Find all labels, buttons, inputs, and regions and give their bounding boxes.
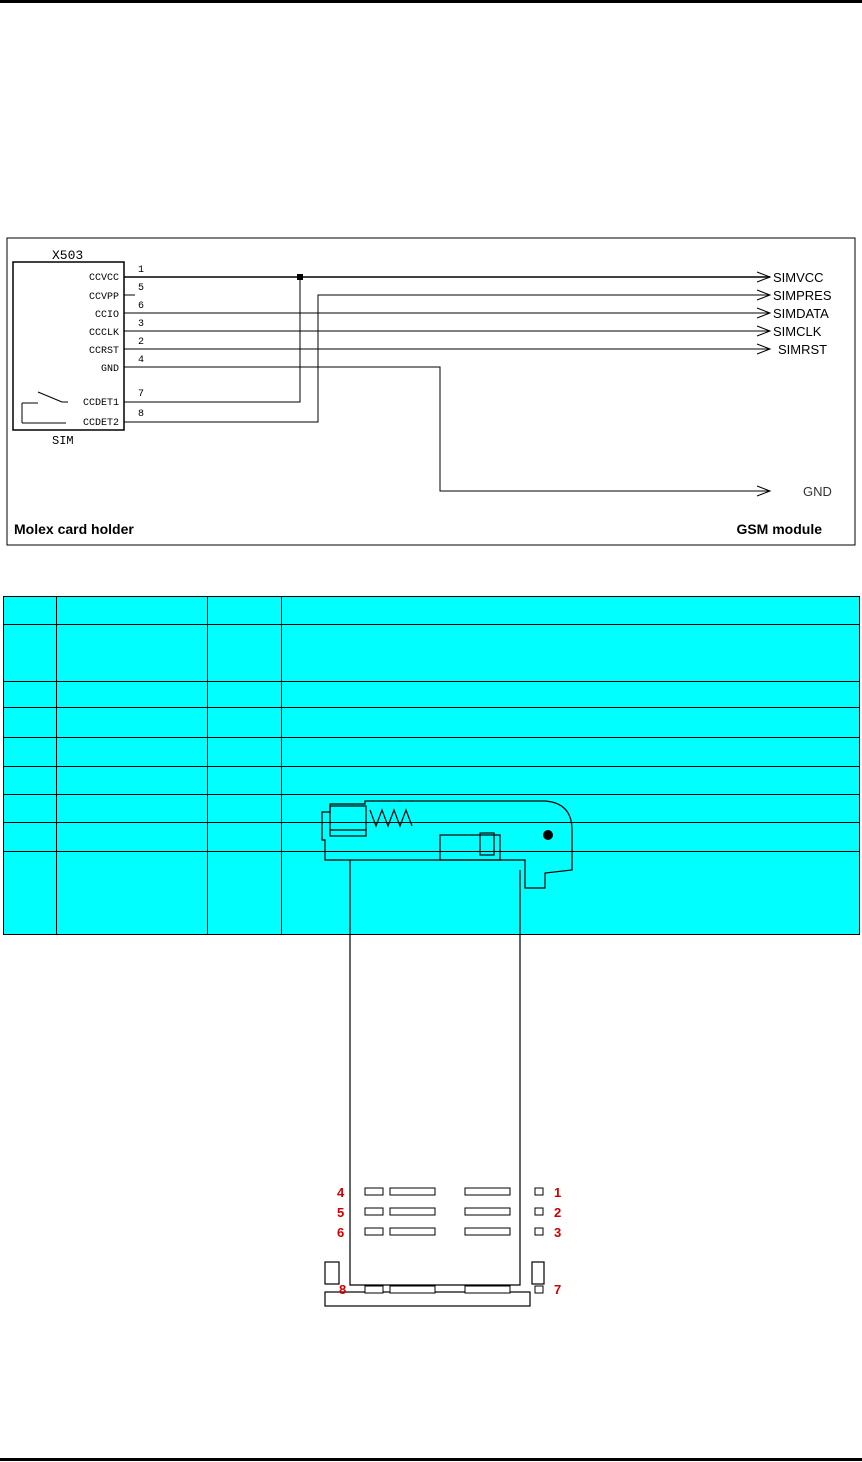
holder-slider-tab [480, 833, 494, 855]
pin-number-5: 5 [337, 1205, 345, 1220]
table-cell [57, 852, 208, 935]
pin-number-3: 3 [138, 319, 145, 330]
table-row [4, 708, 860, 738]
caption-card-holder: Molex card holder [14, 521, 134, 537]
pin-label-ccio: CCIO [94, 310, 119, 321]
table-cell [282, 597, 860, 625]
holder-latch [330, 806, 366, 836]
table-row [4, 738, 860, 767]
pin-label-ccrst: CCRST [88, 346, 119, 357]
holder-right-foot [532, 1262, 544, 1284]
pin-number-1: 1 [554, 1185, 562, 1200]
signal-simvcc: SIMVCC [773, 270, 824, 285]
table-cell [4, 682, 57, 708]
pin-label-ccvcc: CCVCC [88, 273, 119, 284]
table-cell [282, 625, 860, 682]
table-cell [4, 738, 57, 767]
signal-gnd: GND [803, 484, 832, 499]
table-cell [57, 795, 208, 823]
pin-number-1: 1 [138, 265, 145, 276]
holder-contacts [365, 1188, 543, 1293]
pin-label-gnd: GND [100, 364, 119, 375]
table-cell [282, 738, 860, 767]
holder-rivet [543, 830, 553, 840]
caption-gsm-module: GSM module [736, 521, 822, 537]
table-cell [57, 682, 208, 708]
pin-number-6: 6 [337, 1225, 345, 1240]
junction-dot [297, 274, 303, 280]
table-row [4, 682, 860, 708]
pin-label-ccvpp: CCVPP [88, 292, 119, 303]
signal-simpres: SIMPRES [773, 288, 832, 303]
table-cell [57, 738, 208, 767]
sim-holder-drawing [300, 800, 580, 1315]
holder-left-foot [325, 1262, 339, 1284]
table-cell [208, 795, 282, 823]
table-cell [57, 708, 208, 738]
component-name: SIM [52, 434, 74, 448]
table-cell [208, 682, 282, 708]
table-cell [208, 625, 282, 682]
pin-number-7: 7 [554, 1282, 562, 1297]
table-cell [4, 597, 57, 625]
holder-base [325, 1292, 530, 1306]
pin-number-7: 7 [138, 389, 145, 400]
table-cell [4, 625, 57, 682]
table-cell [208, 708, 282, 738]
table-cell [208, 767, 282, 795]
pin-number-8: 8 [339, 1282, 347, 1297]
pin-number-6: 6 [138, 301, 145, 312]
table-cell [282, 708, 860, 738]
pin-label-ccclk: CCCLK [88, 328, 119, 339]
table-cell [4, 795, 57, 823]
signal-simclk: SIMCLK [773, 324, 822, 339]
table-cell [282, 767, 860, 795]
table-cell [4, 708, 57, 738]
pin-label-ccdet2: CCDET2 [82, 418, 119, 429]
pin-number-2: 2 [554, 1205, 562, 1220]
pin-number-4: 4 [337, 1185, 345, 1200]
schematic-frame [7, 238, 855, 545]
table-cell [57, 625, 208, 682]
table-row [4, 625, 860, 682]
pin-number-4: 4 [138, 355, 145, 366]
table-cell [208, 738, 282, 767]
component-ref: X503 [52, 248, 84, 263]
table-cell [4, 823, 57, 852]
holder-housing [322, 801, 572, 888]
holder-body [350, 860, 520, 1285]
table-cell [57, 597, 208, 625]
holder-spring [370, 810, 412, 826]
table-cell [57, 823, 208, 852]
table-cell [208, 597, 282, 625]
pin-number-8: 8 [138, 409, 145, 420]
table-cell [4, 767, 57, 795]
table-cell [57, 767, 208, 795]
pin-number-3: 3 [554, 1225, 562, 1240]
pin-number-5: 5 [138, 283, 145, 294]
pin-number-2: 2 [138, 337, 145, 348]
sim-schematic [0, 0, 862, 560]
signal-simrst: SIMRST [778, 342, 828, 357]
bottom-rule [0, 1458, 862, 1461]
table-cell [208, 823, 282, 852]
table-cell [4, 852, 57, 935]
table-row [4, 597, 860, 625]
table-row [4, 767, 860, 795]
pin-label-ccdet1: CCDET1 [82, 398, 119, 409]
table-cell [282, 682, 860, 708]
table-cell [208, 852, 282, 935]
signal-simdata: SIMDATA [773, 306, 829, 321]
holder-slider [440, 835, 500, 860]
